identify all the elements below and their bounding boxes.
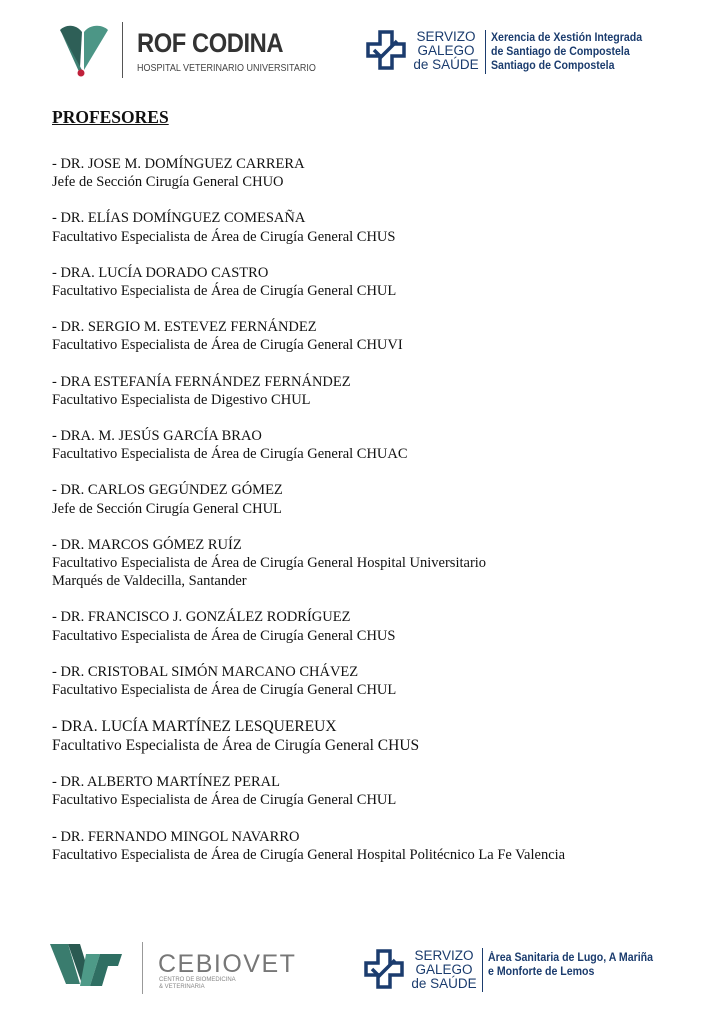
professor-role: Facultativo Especialista de Área de Cirugía General CHUAC (52, 446, 408, 463)
professor-entry (52, 209, 692, 245)
xerencia-line-2: de Santiago de Compostela (491, 46, 630, 58)
professor-entry (52, 481, 692, 517)
professor-entry (52, 318, 692, 354)
professor-name: - DRA. LUCÍA MARTÍNEZ LESQUEREUX (52, 718, 337, 736)
professor-name: - DR. CARLOS GEGÚNDEZ GÓMEZ (52, 482, 283, 499)
cebiovet-subtitle (159, 977, 236, 991)
professor-entry (52, 373, 692, 409)
professor-role: Facultativo Especialista de Área de Cirugía General Hospital Universitario (52, 555, 487, 572)
sergas-line-2: GALEGO (417, 43, 475, 58)
sergas-footer-line-2: GALEGO (415, 962, 473, 977)
professor-name: - DRA. M. JESÚS GARCÍA BRAO (52, 428, 262, 445)
rof-codina-title: ROF CODINA (137, 28, 284, 58)
professor-entry (52, 264, 692, 300)
professor-role: Facultativo Especialista de Área de Cirugía General CHUL (52, 283, 397, 300)
cebiovet-title: CEBIOVET (158, 950, 297, 978)
rof-heart-icon (56, 24, 112, 78)
sergas-cross-icon-footer (364, 949, 404, 993)
professor-role: Facultativo Especialista de Área de Cirugía General CHUS (52, 627, 396, 644)
professor-name: - DRA ESTEFANÍA FERNÁNDEZ FERNÁNDEZ (52, 373, 351, 390)
professor-entry (52, 663, 692, 699)
sergas-cross-icon (366, 30, 406, 74)
professor-role: Facultativo Especialista de Área de Cirugía General Hospital Politécnico La Fe Valencia (52, 846, 566, 863)
professor-entry (52, 773, 692, 809)
sergas-footer-line-3: de SAÚDE (411, 976, 477, 991)
area-line-2: e Monforte de Lemos (488, 966, 595, 978)
professor-name: - DR. SERGIO M. ESTEVEZ FERNÁNDEZ (52, 319, 317, 336)
rof-codina-logo (56, 24, 112, 78)
professor-role: Facultativo Especialista de Área de Cirugía General CHUVI (52, 337, 403, 354)
professor-entry (52, 536, 692, 591)
cebiovet-sub-line-1: CENTRO DE BIOMEDICINA (159, 977, 236, 983)
page-heading: PROFESORES (52, 107, 169, 127)
xerencia-line-3: Santiago de Compostela (491, 60, 615, 72)
sergas-line-3: de SAÚDE (413, 57, 479, 72)
professor-role: Facultativo Especialista de Área de Cirugía General CHUS (52, 737, 420, 755)
professor-role: Facultativo Especialista de Área de Cirugía General CHUL (52, 792, 397, 809)
professor-name: - DR. ALBERTO MARTÍNEZ PERAL (52, 774, 280, 791)
xerencia-line-1: Xerencia de Xestión Integrada (491, 32, 643, 44)
professor-entry (52, 717, 692, 755)
professor-entry (52, 828, 692, 864)
header-divider-2 (485, 30, 486, 74)
rof-codina-subtitle: HOSPITAL VETERINARIO UNIVERSITARIO (137, 63, 316, 74)
area-line-1: Área Sanitaria de Lugo, A Mariña (488, 952, 654, 964)
professor-name: - DR. MARCOS GÓMEZ RUÍZ (52, 536, 242, 553)
professor-name: - DR. CRISTOBAL SIMÓN MARCANO CHÁVEZ (52, 663, 359, 680)
cebiovet-logo-icon (50, 940, 128, 990)
professor-role: Jefe de Sección Cirugía General CHUL (52, 500, 282, 517)
professor-role: Jefe de Sección Cirugía General CHUO (52, 174, 284, 191)
professor-role: Facultativo Especialista de Digestivo CHUL (52, 391, 311, 408)
professor-role-continued: Marqués de Valdecilla, Santander (52, 573, 247, 590)
sergas-line-1: SERVIZO (416, 29, 476, 44)
header-divider-1 (122, 22, 123, 78)
professor-name: - DR. JOSE M. DOMÍNGUEZ CARRERA (52, 156, 305, 172)
sergas-name-header (408, 30, 484, 72)
sergas-name-footer (406, 949, 482, 991)
professor-name: - DR. FRANCISCO J. GONZÁLEZ RODRÍGUEZ (52, 609, 351, 626)
professor-entry (52, 608, 692, 644)
area-sanitaria-text (488, 951, 653, 979)
professor-role: Facultativo Especialista de Área de Cirugía General CHUS (52, 228, 396, 245)
xerencia-text (491, 31, 642, 73)
footer-divider-1 (142, 942, 143, 994)
professor-name: - DR. ELÍAS DOMÍNGUEZ COMESAÑA (52, 210, 306, 227)
professor-entry (52, 427, 692, 463)
professor-list (52, 155, 692, 882)
cebiovet-sub-line-2: & VETERINARIA (159, 984, 205, 990)
professor-entry (52, 155, 692, 191)
professor-name: - DRA. LUCÍA DORADO CASTRO (52, 264, 269, 281)
professor-role: Facultativo Especialista de Área de Cirugía General CHUL (52, 682, 397, 699)
footer-divider-2 (482, 948, 483, 992)
sergas-footer-line-1: SERVIZO (414, 948, 474, 963)
professor-name: - DR. FERNANDO MINGOL NAVARRO (52, 828, 300, 845)
